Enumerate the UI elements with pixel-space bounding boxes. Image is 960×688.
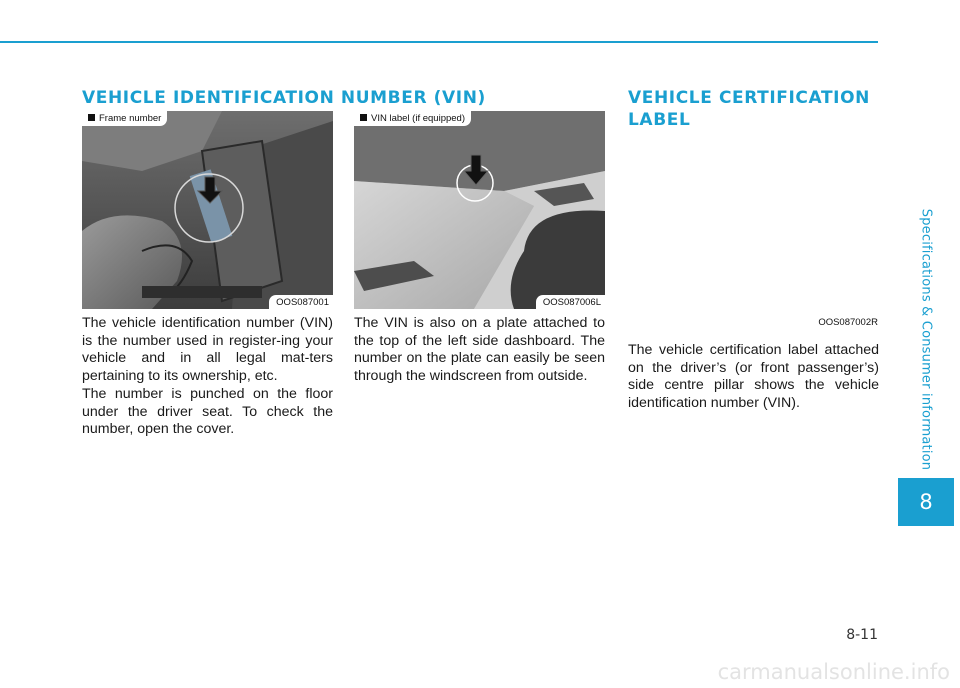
figure-caption-text: Frame number bbox=[99, 113, 162, 124]
section-title: Specifications & Consumer information bbox=[918, 208, 934, 470]
figure-code: OOS087006L bbox=[536, 295, 605, 309]
frame-number-figure bbox=[82, 111, 333, 309]
vin-paragraph-3: The VIN is also on a plate attached to the top of the left side dashboard. The number on the plate can easily be seen through the windscreen from outside. bbox=[354, 315, 605, 384]
header-rule bbox=[0, 41, 878, 43]
page-number: 8-11 bbox=[846, 627, 878, 643]
vin-paragraph-2: The number is punched on the floor under the driver seat. To check the number, open the cover. bbox=[82, 386, 333, 437]
vin-label-figure bbox=[354, 111, 605, 309]
bullet-square-icon bbox=[360, 114, 367, 121]
watermark: carmanualsonline.info bbox=[717, 660, 950, 684]
chapter-number-badge: 8 bbox=[898, 478, 954, 526]
frame-number-photo bbox=[82, 111, 333, 309]
figure-code: OOS087001 bbox=[269, 295, 333, 309]
vin-heading: VEHICLE IDENTIFICATION NUMBER (VIN) bbox=[82, 88, 486, 108]
bullet-square-icon bbox=[88, 114, 95, 121]
vin-label-photo bbox=[354, 111, 605, 309]
figure-caption-text: VIN label (if equipped) bbox=[371, 113, 465, 124]
figure-caption bbox=[354, 111, 471, 126]
certification-paragraph: The vehicle certification label attached on the driver’s (or front passenger’s) side centre pillar shows the vehicle identification number (VIN). bbox=[628, 342, 879, 411]
vin-paragraph-1: The vehicle identification number (VIN) is the number used in register-ing your vehicle and in all legal mat-ters pertaining to its ownership, etc. bbox=[82, 315, 333, 384]
certification-heading: VEHICLE CERTIFICATION LABEL bbox=[628, 88, 870, 130]
figure-caption bbox=[82, 111, 167, 126]
section-side-tab bbox=[898, 210, 954, 468]
certification-figure-code: OOS087002R bbox=[818, 317, 878, 328]
